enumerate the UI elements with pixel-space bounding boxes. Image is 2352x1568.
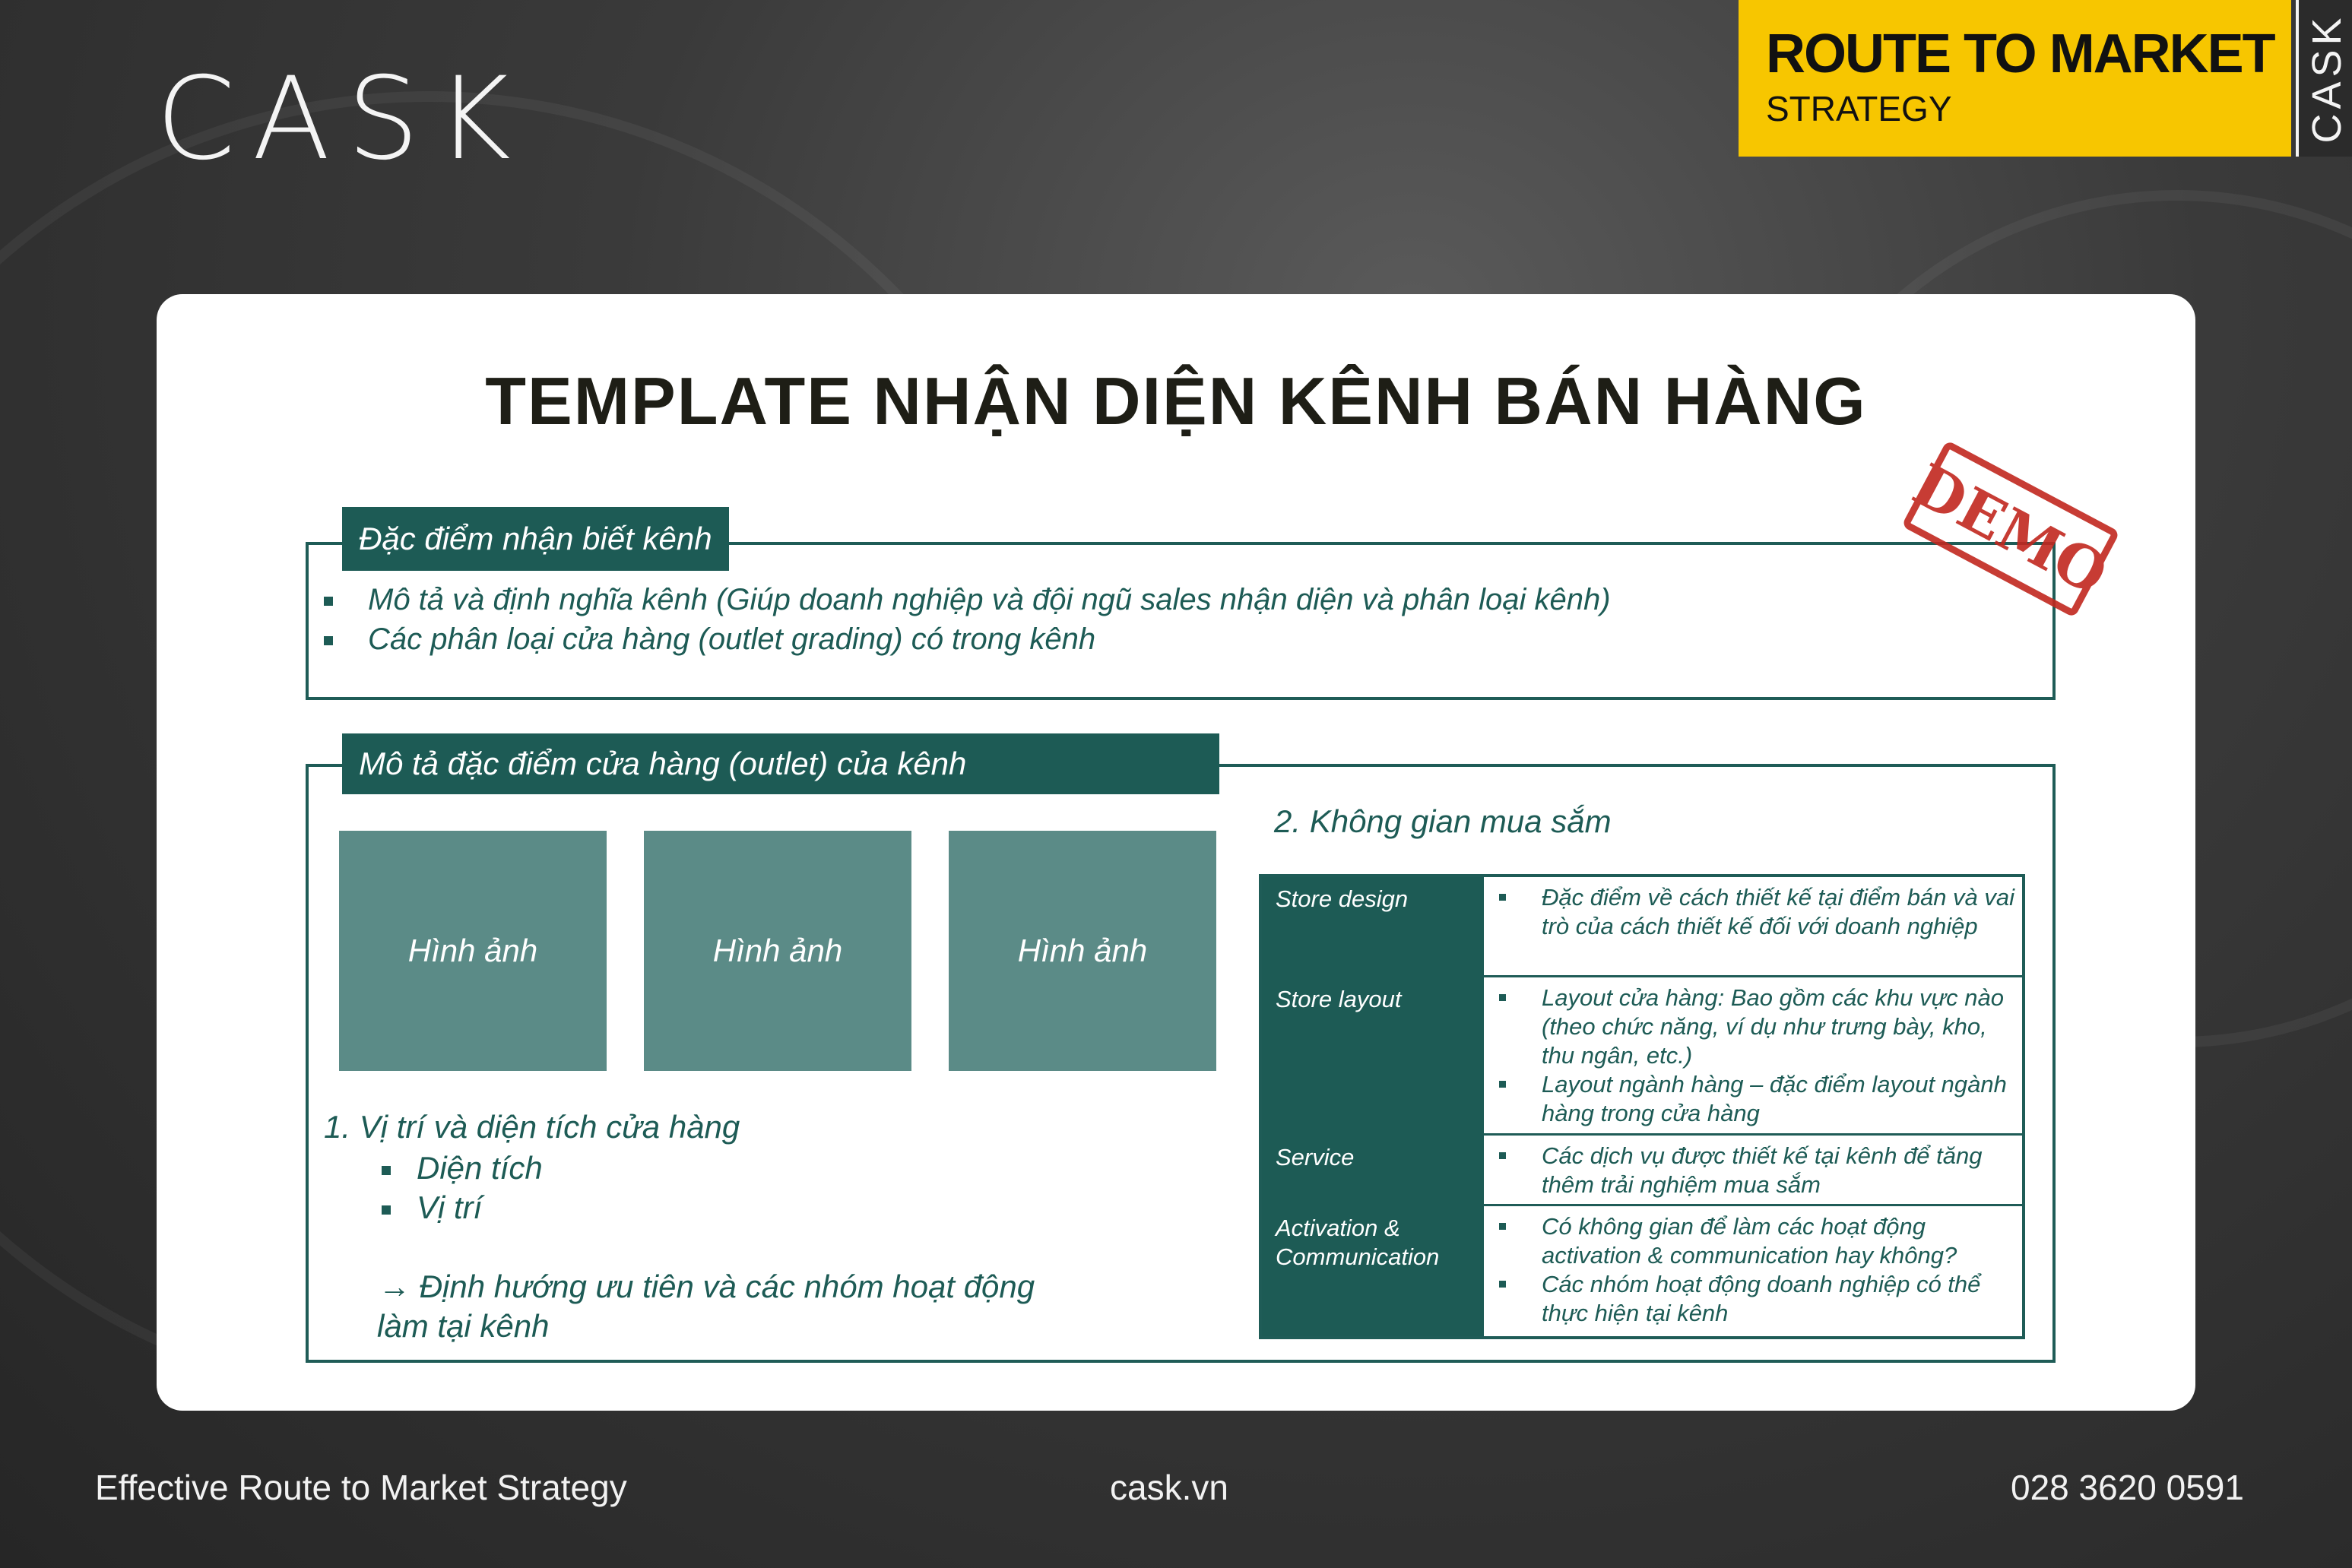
section-channel-identity-tab: Đặc điểm nhận biết kênh <box>342 507 729 571</box>
demo-stamp: DEMO <box>1901 440 2120 618</box>
cask-logo: CASK <box>156 53 528 185</box>
bullet-icon <box>382 1166 391 1175</box>
page-title: TEMPLATE NHẬN DIỆN KÊNH BÁN HÀNG <box>485 363 1867 439</box>
bullet-icon <box>324 636 333 645</box>
badge-side <box>2296 0 2352 157</box>
location-area-heading: 1. Vị trí và diện tích cửa hàng <box>324 1109 740 1145</box>
image-placeholder: Hình ảnh <box>339 831 607 1071</box>
route-to-market-badge <box>1739 0 2291 157</box>
badge-side-text: CASK <box>2304 13 2350 144</box>
table-row: Activation & Communication Có không gian để làm các hoạt động activation & communication hay không? Các nhóm hoạt động doanh nghiệp có thể thực hiện tại kênh <box>1262 1206 2022 1336</box>
badge-title: ROUTE TO MARKET <box>1766 24 2274 84</box>
list-item: Vị trí <box>382 1189 482 1226</box>
bullet-icon <box>324 597 333 606</box>
shopping-space-heading: 2. Không gian mua sắm <box>1274 803 1612 839</box>
table-row: Store design Đặc điểm về cách thiết kế tại điểm bán và vai trò của cách thiết kế đối với doanh nghiệp <box>1262 877 2022 977</box>
table-row: Service Các dịch vụ được thiết kế tại kênh để tăng thêm trải nghiệm mua sắm <box>1262 1136 2022 1206</box>
list-item: Các phân loại cửa hàng (outlet grading) có trong kênh <box>324 622 1095 657</box>
shopping-space-table <box>1259 874 2025 1339</box>
priority-note-cont: làm tại kênh <box>377 1308 550 1344</box>
table-row: Store layout Layout cửa hàng: Bao gồm các khu vực nào (theo chức năng, ví dụ như trưng bày, kho, thu ngân, etc.) Layout ngành hàng – đặc điểm layout ngành hàng trong cửa hàng <box>1262 977 2022 1136</box>
priority-note: → Định hướng ưu tiên và các nhóm hoạt động <box>379 1269 1035 1304</box>
image-placeholder: Hình ảnh <box>949 831 1216 1071</box>
template-card <box>157 294 2195 1411</box>
bullet-icon <box>382 1205 391 1215</box>
list-item: Diện tích <box>382 1150 543 1186</box>
badge-subtitle: STRATEGY <box>1766 89 1952 128</box>
list-item: Mô tả và định nghĩa kênh (Giúp doanh nghiệp và đội ngũ sales nhận diện và phân loại kênh) <box>324 583 1611 617</box>
footer-tagline: Effective Route to Market Strategy <box>95 1468 627 1507</box>
footer-website-link[interactable]: cask.vn <box>1110 1468 1228 1507</box>
image-placeholder: Hình ảnh <box>644 831 911 1071</box>
footer-phone: 028 3620 0591 <box>2011 1468 2244 1507</box>
section-outlet-tab: Mô tả đặc điểm cửa hàng (outlet) của kênh <box>342 733 1219 794</box>
